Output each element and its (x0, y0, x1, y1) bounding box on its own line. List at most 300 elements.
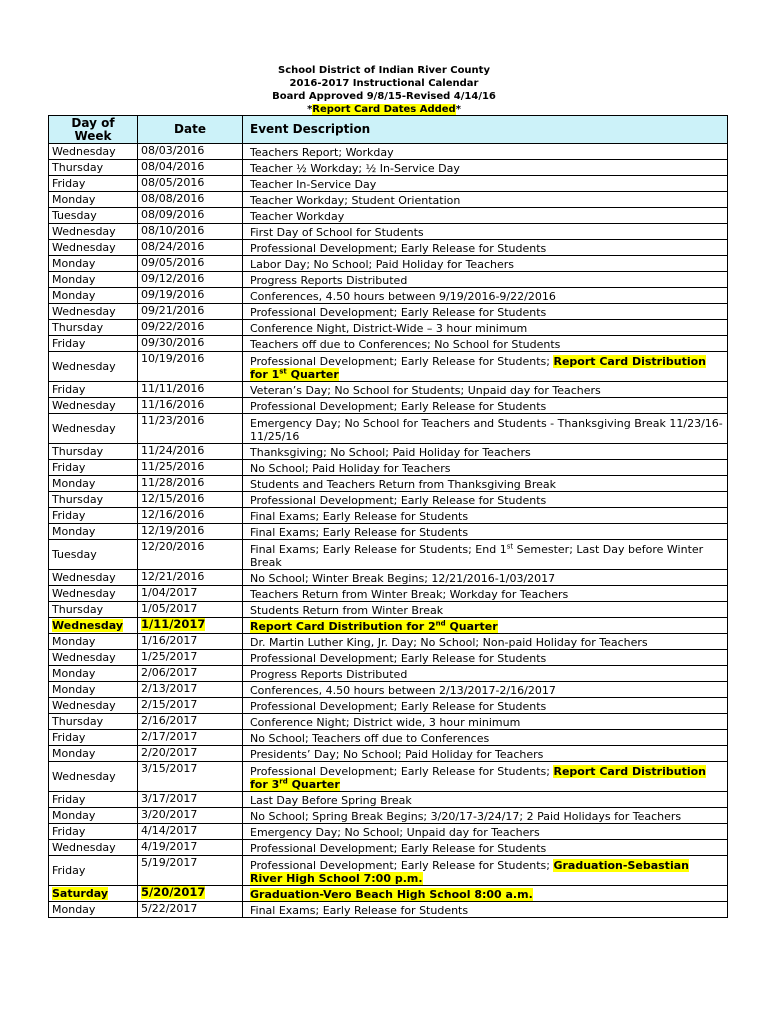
cell-day (49, 570, 138, 586)
cell-date (138, 902, 243, 918)
cell-event (243, 762, 728, 792)
cell-event (243, 714, 728, 730)
cell-day (49, 144, 138, 160)
cell-day (49, 666, 138, 682)
event-text: Professional Development; Early Release for Students; (250, 355, 554, 368)
date-text: 12/21/2016 (141, 570, 205, 583)
day-text: Wednesday (52, 651, 116, 664)
cell-date (138, 352, 243, 382)
cell-day (49, 192, 138, 208)
event-text: Students Return from Winter Break (250, 604, 444, 617)
cell-date (138, 508, 243, 524)
cell-date (138, 160, 243, 176)
date-text: 1/05/2017 (141, 602, 198, 615)
table-row (49, 762, 728, 792)
event-highlight (250, 888, 533, 901)
column-header-day: Day of Week (49, 116, 138, 144)
cell-day (49, 840, 138, 856)
event-text: Emergency Day; No School for Teachers and Students - Thanksgiving Break 11/23/16-11/25/16 (250, 417, 723, 443)
cell-day (49, 730, 138, 746)
cell-event (243, 746, 728, 762)
day-text: Wednesday (52, 571, 116, 584)
table-row (49, 224, 728, 240)
date-text: 1/11/2017 (141, 617, 206, 631)
event-text: Veteran’s Day; No School for Students; Unpaid day for Teachers (250, 384, 601, 397)
cell-day (49, 902, 138, 918)
table-row (49, 586, 728, 602)
date-text: 12/19/2016 (141, 524, 205, 537)
cell-day (49, 650, 138, 666)
day-text: Wednesday (52, 225, 116, 238)
table-row (49, 524, 728, 540)
day-text: Tuesday (52, 548, 97, 561)
event-text: Professional Development; Early Release for Students (250, 400, 547, 413)
day-text: Friday (52, 177, 86, 190)
event-text: Students and Teachers Return from Thanksgiving Break (250, 478, 556, 491)
event-text: Thanksgiving; No School; Paid Holiday for Teachers (250, 446, 531, 459)
cell-event (243, 240, 728, 256)
cell-date (138, 650, 243, 666)
event-text: Professional Development; Early Release for Students; (250, 765, 554, 778)
cell-event (243, 352, 728, 382)
date-text: 08/03/2016 (141, 144, 205, 157)
table-row (49, 856, 728, 886)
cell-day (49, 208, 138, 224)
day-text: Monday (52, 289, 96, 302)
cell-day (49, 746, 138, 762)
table-row (49, 176, 728, 192)
cell-date (138, 414, 243, 444)
event-text: Conference Night; District wide, 3 hour minimum (250, 716, 521, 729)
date-text: 3/17/2017 (141, 792, 198, 805)
table-row (49, 746, 728, 762)
table-header-row (49, 116, 728, 144)
cell-event (243, 840, 728, 856)
date-text: 08/08/2016 (141, 192, 205, 205)
cell-date (138, 714, 243, 730)
cell-event (243, 192, 728, 208)
event-text: Teacher ½ Workday; ½ In-Service Day (250, 162, 460, 175)
cell-event (243, 666, 728, 682)
event-text: Last Day Before Spring Break (250, 794, 412, 807)
table-row (49, 352, 728, 382)
cell-day (49, 304, 138, 320)
event-text: Professional Development; Early Release for Students (250, 494, 547, 507)
cell-event (243, 320, 728, 336)
highlight-text: Graduation-Vero Beach High School 8:00 a.m. (250, 888, 533, 901)
event-text: Teacher In-Service Day (250, 178, 377, 191)
highlight-text: Graduation-Sebastian River High School 7:00 p.m. (250, 859, 689, 885)
cell-day (49, 414, 138, 444)
date-text: 11/11/2016 (141, 382, 205, 395)
day-text: Friday (52, 509, 86, 522)
cell-day (49, 508, 138, 524)
table-row (49, 886, 728, 902)
day-text: Monday (52, 635, 96, 648)
cell-day (49, 762, 138, 792)
cell-day (49, 602, 138, 618)
table-row (49, 256, 728, 272)
day-text: Monday (52, 903, 96, 916)
date-text: 08/24/2016 (141, 240, 205, 253)
table-row (49, 460, 728, 476)
date-text: 11/24/2016 (141, 444, 205, 457)
event-text: Professional Development; Early Release for Students (250, 652, 547, 665)
cell-day (49, 398, 138, 414)
cell-event (243, 460, 728, 476)
event-text: Progress Reports Distributed (250, 274, 408, 287)
cell-date (138, 634, 243, 650)
event-sup: st (506, 542, 514, 551)
day-text: Monday (52, 809, 96, 822)
date-text: 1/04/2017 (141, 586, 198, 599)
event-text: No School; Teachers off due to Conferences (250, 732, 490, 745)
date-text: 11/16/2016 (141, 398, 205, 411)
date-text: 08/04/2016 (141, 160, 205, 173)
date-text: 2/06/2017 (141, 666, 198, 679)
table-row (49, 650, 728, 666)
cell-day (49, 224, 138, 240)
cell-event (243, 650, 728, 666)
cell-event (243, 586, 728, 602)
column-header-date: Date (138, 116, 243, 144)
cell-date (138, 224, 243, 240)
cell-day (49, 336, 138, 352)
cell-day (49, 618, 138, 634)
day-text: Thursday (52, 715, 104, 728)
event-highlight (250, 620, 498, 633)
event-text: No School; Paid Holiday for Teachers (250, 462, 451, 475)
table-row (49, 414, 728, 444)
date-text: 12/20/2016 (141, 540, 205, 553)
table-row (49, 240, 728, 256)
event-text: Final Exams; Early Release for Students; End 1 (250, 543, 507, 556)
highlight-sup: rd (279, 777, 288, 786)
date-text: 1/16/2017 (141, 634, 198, 647)
district-title: School District of Indian River County (278, 65, 490, 76)
cell-date (138, 444, 243, 460)
table-row (49, 540, 728, 570)
table-row (49, 208, 728, 224)
cell-day (49, 272, 138, 288)
cell-date (138, 808, 243, 824)
date-text: 11/28/2016 (141, 476, 205, 489)
cell-day (49, 792, 138, 808)
day-text: Wednesday (52, 841, 116, 854)
day-text: Wednesday (52, 241, 116, 254)
cell-day (49, 176, 138, 192)
event-text: Professional Development; Early Release for Students (250, 700, 547, 713)
cell-event (243, 398, 728, 414)
date-text: 09/30/2016 (141, 336, 205, 349)
cell-event (243, 224, 728, 240)
cell-event (243, 272, 728, 288)
cell-date (138, 476, 243, 492)
highlight-text: Report Card Distribution for 3 (250, 765, 706, 791)
date-text: 09/05/2016 (141, 256, 205, 269)
day-text: Friday (52, 864, 86, 877)
date-text: 08/05/2016 (141, 176, 205, 189)
cell-day (49, 824, 138, 840)
table-row (49, 382, 728, 398)
cell-date (138, 570, 243, 586)
cell-event (243, 886, 728, 902)
event-text: Progress Reports Distributed (250, 668, 408, 681)
cell-date (138, 602, 243, 618)
table-row (49, 792, 728, 808)
day-text: Friday (52, 825, 86, 838)
table-row (49, 398, 728, 414)
cell-day (49, 634, 138, 650)
cell-event (243, 634, 728, 650)
table-row (49, 336, 728, 352)
table-row (49, 476, 728, 492)
date-text: 2/15/2017 (141, 698, 198, 711)
cell-date (138, 398, 243, 414)
highlight-text: Report Card Distribution for 2 (250, 620, 436, 633)
cell-event (243, 524, 728, 540)
day-text: Wednesday (52, 360, 116, 373)
calendar-header (0, 64, 768, 116)
cell-date (138, 288, 243, 304)
day-text: Thursday (52, 161, 104, 174)
event-text: Final Exams; Early Release for Students (250, 904, 469, 917)
table-row (49, 634, 728, 650)
date-text: 5/22/2017 (141, 902, 198, 915)
day-text: Wednesday (52, 399, 116, 412)
event-text: Emergency Day; No School; Unpaid day for Teachers (250, 826, 540, 839)
event-text: Teacher Workday; Student Orientation (250, 194, 461, 207)
highlight-text: Report Card Distribution for 1 (250, 355, 706, 381)
event-text: Conference Night, District-Wide – 3 hour minimum (250, 322, 528, 335)
cell-day (49, 240, 138, 256)
cell-event (243, 256, 728, 272)
day-text: Thursday (52, 445, 104, 458)
table-row (49, 824, 728, 840)
table-row (49, 304, 728, 320)
cell-date (138, 176, 243, 192)
event-text: Teacher Workday (250, 210, 345, 223)
highlight-sup: st (279, 367, 287, 376)
date-text: 09/12/2016 (141, 272, 205, 285)
event-text: Conferences, 4.50 hours between 9/19/2016-9/22/2016 (250, 290, 556, 303)
date-text: 5/20/2017 (141, 885, 206, 899)
cell-date (138, 192, 243, 208)
day-text: Wednesday (52, 305, 116, 318)
event-text-cont: Semester; Last Day before Winter Break (250, 543, 704, 569)
event-text: Teachers Report; Workday (250, 146, 394, 159)
cell-date (138, 666, 243, 682)
table-row (49, 730, 728, 746)
day-text: Friday (52, 383, 86, 396)
date-text: 2/13/2017 (141, 682, 198, 695)
cell-date (138, 840, 243, 856)
cell-event (243, 414, 728, 444)
event-text: Conferences, 4.50 hours between 2/13/2017-2/16/2017 (250, 684, 556, 697)
cell-event (243, 336, 728, 352)
cell-date (138, 304, 243, 320)
cell-day (49, 288, 138, 304)
date-text: 09/21/2016 (141, 304, 205, 317)
cell-date (138, 586, 243, 602)
cell-date (138, 886, 243, 902)
approval-note: Board Approved 9/8/15-Revised 4/14/16 (272, 91, 496, 102)
cell-event (243, 618, 728, 634)
day-text: Monday (52, 193, 96, 206)
date-text: 5/19/2017 (141, 856, 198, 869)
cell-event (243, 902, 728, 918)
highlight-sup: nd (435, 619, 446, 628)
table-row (49, 192, 728, 208)
day-text: Monday (52, 525, 96, 538)
day-text: Wednesday (52, 699, 116, 712)
cell-day (49, 886, 138, 902)
cell-day (49, 492, 138, 508)
event-text: Presidents’ Day; No School; Paid Holiday for Teachers (250, 748, 544, 761)
cell-day (49, 698, 138, 714)
date-text: 09/22/2016 (141, 320, 205, 333)
cell-event (243, 176, 728, 192)
calendar-title: 2016-2017 Instructional Calendar (289, 78, 479, 89)
cell-date (138, 256, 243, 272)
cell-date (138, 524, 243, 540)
cell-date (138, 856, 243, 886)
cell-date (138, 618, 243, 634)
event-text: Professional Development; Early Release for Students (250, 842, 547, 855)
table-row (49, 570, 728, 586)
cell-date (138, 540, 243, 570)
event-text: Final Exams; Early Release for Students (250, 510, 469, 523)
cell-event (243, 444, 728, 460)
cell-event (243, 570, 728, 586)
date-text: 11/25/2016 (141, 460, 205, 473)
day-text: Monday (52, 667, 96, 680)
day-text: Monday (52, 257, 96, 270)
event-text: Final Exams; Early Release for Students (250, 526, 469, 539)
date-text: 08/09/2016 (141, 208, 205, 221)
cell-date (138, 730, 243, 746)
cell-day (49, 320, 138, 336)
date-text: 4/14/2017 (141, 824, 198, 837)
cell-day (49, 352, 138, 382)
cell-event (243, 508, 728, 524)
cell-date (138, 382, 243, 398)
column-header-event: Event Description (243, 116, 728, 144)
cell-event (243, 808, 728, 824)
date-text: 1/25/2017 (141, 650, 198, 663)
event-text: Professional Development; Early Release for Students; (250, 859, 554, 872)
event-text: Professional Development; Early Release for Students (250, 242, 547, 255)
cell-event (243, 602, 728, 618)
date-text: 3/20/2017 (141, 808, 198, 821)
day-text: Wednesday (52, 145, 116, 158)
date-text: 3/15/2017 (141, 762, 198, 775)
day-text: Wednesday (52, 422, 116, 435)
calendar-rows (49, 144, 728, 918)
day-text: Friday (52, 793, 86, 806)
highlight-text-cont: Quarter (287, 778, 340, 791)
table-row (49, 682, 728, 698)
table-row (49, 618, 728, 634)
event-text: No School; Spring Break Begins; 3/20/17-3/24/17; 2 Paid Holidays for Teachers (250, 810, 682, 823)
table-row (49, 320, 728, 336)
cell-event (243, 540, 728, 570)
cell-day (49, 714, 138, 730)
report-card-note-highlight: Report Card Dates Added (312, 104, 456, 115)
cell-date (138, 208, 243, 224)
cell-day (49, 524, 138, 540)
date-text: 2/17/2017 (141, 730, 198, 743)
cell-event (243, 304, 728, 320)
day-text: Monday (52, 683, 96, 696)
day-text: Wednesday (52, 770, 116, 783)
day-text: Monday (52, 747, 96, 760)
day-text: Wednesday (52, 587, 116, 600)
cell-day (49, 476, 138, 492)
day-text: Thursday (52, 603, 104, 616)
cell-day (49, 856, 138, 886)
table-row (49, 698, 728, 714)
cell-date (138, 792, 243, 808)
date-text: 2/20/2017 (141, 746, 198, 759)
cell-event (243, 208, 728, 224)
day-text: Friday (52, 461, 86, 474)
table-row (49, 144, 728, 160)
day-text: Friday (52, 337, 86, 350)
cell-event (243, 856, 728, 886)
cell-date (138, 746, 243, 762)
date-text: 08/10/2016 (141, 224, 205, 237)
cell-date (138, 824, 243, 840)
cell-date (138, 320, 243, 336)
cell-event (243, 824, 728, 840)
cell-event (243, 792, 728, 808)
cell-day (49, 586, 138, 602)
highlight-text-cont: Quarter (286, 368, 339, 381)
table-row (49, 840, 728, 856)
cell-event (243, 492, 728, 508)
date-text: 11/23/2016 (141, 414, 205, 427)
cell-event (243, 682, 728, 698)
day-text: Monday (52, 477, 96, 490)
event-text: Professional Development; Early Release for Students (250, 306, 547, 319)
table-row (49, 714, 728, 730)
cell-date (138, 698, 243, 714)
cell-day (49, 682, 138, 698)
cell-date (138, 682, 243, 698)
cell-day (49, 460, 138, 476)
day-text: Tuesday (52, 209, 97, 222)
table-row (49, 508, 728, 524)
cell-event (243, 288, 728, 304)
date-text: 12/16/2016 (141, 508, 205, 521)
cell-day (49, 540, 138, 570)
table-row (49, 492, 728, 508)
date-text: 2/16/2017 (141, 714, 198, 727)
cell-date (138, 336, 243, 352)
cell-event (243, 144, 728, 160)
event-text: Labor Day; No School; Paid Holiday for Teachers (250, 258, 514, 271)
day-text: Wednesday (52, 619, 124, 632)
cell-date (138, 492, 243, 508)
table-row (49, 288, 728, 304)
cell-date (138, 272, 243, 288)
day-text: Thursday (52, 493, 104, 506)
table-row (49, 272, 728, 288)
day-text: Friday (52, 731, 86, 744)
table-row (49, 666, 728, 682)
table-row (49, 602, 728, 618)
